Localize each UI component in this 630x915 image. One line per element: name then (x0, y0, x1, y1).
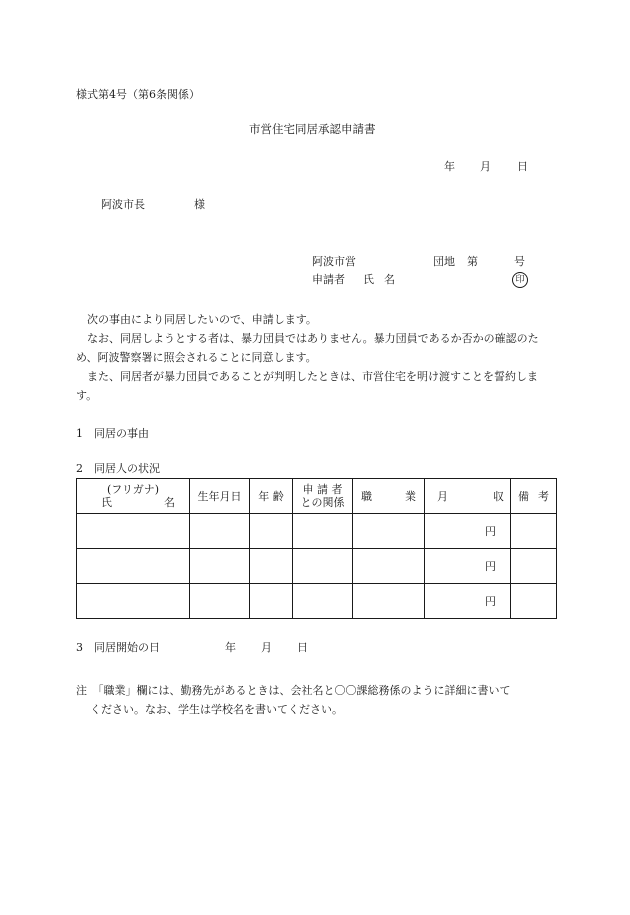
cell-relation[interactable] (293, 584, 353, 619)
cell-income[interactable]: 円 (425, 549, 511, 584)
section-3-heading: 3 同居開始の日 (76, 641, 160, 654)
date-month: 月 (480, 160, 491, 173)
addressee-name: 阿波市長 (101, 198, 145, 211)
header-job (353, 479, 425, 514)
footnote-line-2: ください。なお、学生は学校名を書いてください。 (90, 703, 343, 716)
cell-income[interactable]: 円 (425, 514, 511, 549)
applicant-label: 申請者 (312, 273, 345, 286)
cell-birthdate[interactable] (190, 549, 250, 584)
body-paragraph-2: なお、同居しようとする者は、暴力団員ではありません。暴力団員であるか否かの確認のため、阿波警察署に照会されることに同意します。 (76, 332, 539, 364)
header-remarks-1: 備 (518, 489, 529, 503)
table-row (77, 514, 557, 549)
cell-job[interactable] (353, 514, 425, 549)
housing-name: 阿波市営 (312, 255, 356, 268)
header-name (77, 479, 190, 514)
header-remarks-2: 考 (538, 489, 549, 503)
table-row (77, 584, 557, 619)
applicant-mei: 名 (384, 273, 395, 286)
body-text (76, 310, 556, 405)
footnote (76, 681, 566, 719)
body-paragraph-3: また、同居者が暴力団員であることが判明したときは、市営住宅を明け渡すことを誓約します。 (76, 370, 538, 402)
cell-job[interactable] (353, 549, 425, 584)
cell-age[interactable] (250, 549, 293, 584)
header-income-2: 収 (493, 489, 504, 503)
cell-name[interactable] (77, 514, 190, 549)
section-2-heading: 2 同居人の状況 (76, 462, 160, 475)
header-income-1: 月 (437, 489, 448, 503)
cell-name[interactable] (77, 549, 190, 584)
table-row (77, 549, 557, 584)
applicant-shi: 氏 (363, 273, 374, 286)
cell-income[interactable]: 円 (425, 584, 511, 619)
date-day: 日 (517, 160, 528, 173)
header-kana: (フリガナ) (106, 483, 160, 496)
header-mei: 名 (164, 496, 175, 509)
go-label: 号 (514, 255, 525, 268)
cell-remarks[interactable] (511, 514, 557, 549)
header-job-1: 職 (361, 489, 372, 503)
footnote-line-1: 注 「職業」欄には、勤務先があるときは、会社名と〇〇課総務係のように詳細に書いて (76, 684, 511, 697)
danchi-label: 団地 (433, 255, 455, 268)
header-relation-line2: との関係 (300, 496, 345, 509)
cell-remarks[interactable] (511, 584, 557, 619)
cohabitant-table (76, 478, 557, 619)
start-day: 日 (297, 641, 308, 654)
body-paragraph-1: 次の事由により同居したいので、申請します。 (87, 313, 317, 326)
header-age: 年 齢 (250, 479, 293, 514)
cell-age[interactable] (250, 584, 293, 619)
seal-mark: 印 (512, 272, 528, 288)
section-1-heading: 1 同居の事由 (76, 427, 149, 440)
header-remarks (511, 479, 557, 514)
form-title: 市営住宅同居承認申請書 (249, 122, 376, 136)
cell-remarks[interactable] (511, 549, 557, 584)
header-birthdate: 生年月日 (190, 479, 250, 514)
addressee-honorific: 様 (194, 198, 205, 211)
start-month: 月 (261, 641, 272, 654)
cell-relation[interactable] (293, 514, 353, 549)
header-shi: 氏 (101, 496, 112, 509)
header-job-2: 業 (405, 489, 416, 503)
table-header-row (77, 479, 557, 514)
cell-relation[interactable] (293, 549, 353, 584)
form-number: 様式第4号（第6条関係） (76, 88, 200, 101)
cell-job[interactable] (353, 584, 425, 619)
cell-birthdate[interactable] (190, 514, 250, 549)
cell-age[interactable] (250, 514, 293, 549)
date-year: 年 (444, 160, 455, 173)
start-year: 年 (225, 641, 236, 654)
cell-birthdate[interactable] (190, 584, 250, 619)
header-relation (293, 479, 353, 514)
cell-name[interactable] (77, 584, 190, 619)
header-income (425, 479, 511, 514)
header-relation-line1: 申 請 者 (302, 483, 343, 496)
dai-label: 第 (467, 255, 478, 268)
